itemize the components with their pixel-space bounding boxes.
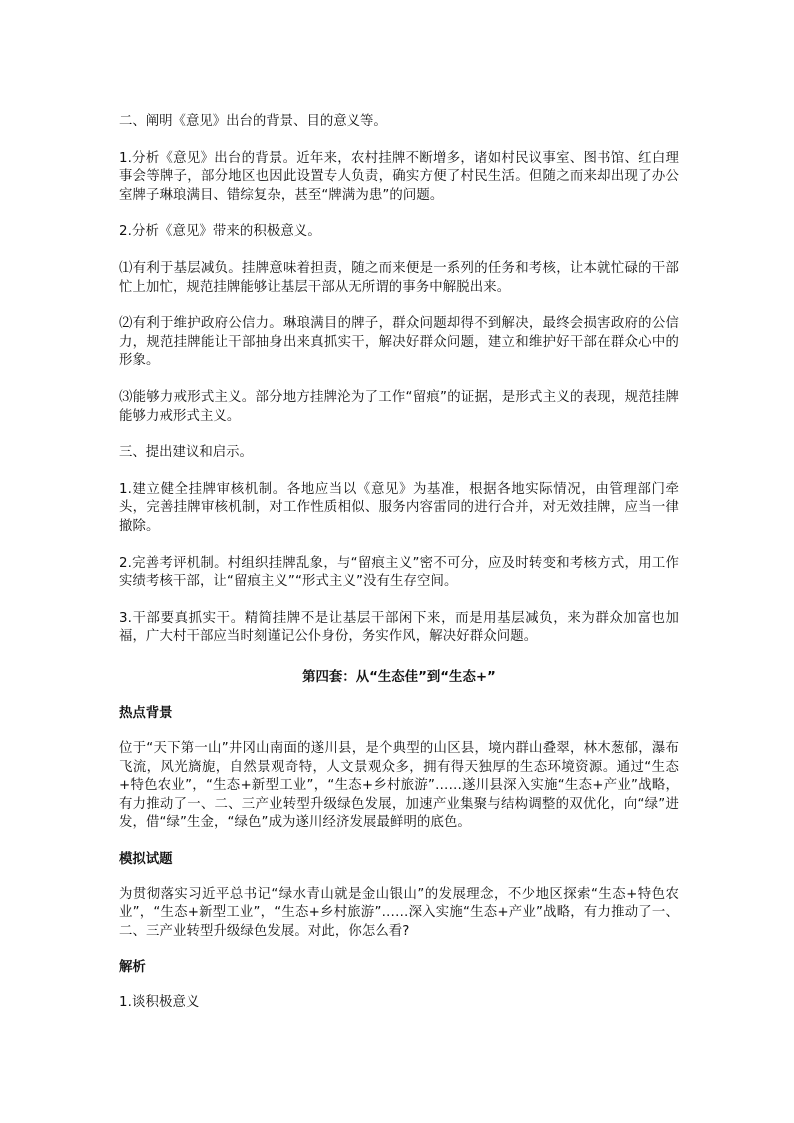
question-paragraph: 为贯彻落实习近平总书记“绿水青山就是金山银山”的发展理念，不少地区探索“生态+特色农业”，“生态+新型工业”，“生态+乡村旅游”……深入实施“生态+产业”战略，有力推动了一、二、三产业转型升级绿色发展。对此，你怎么看?	[119, 886, 679, 939]
paragraph: 2.完善考评机制。村组织挂牌乱象，与“留痕主义”密不可分，应及时转变和考核方式，用工作实绩考核干部，让“留痕主义”“形式主义”没有生存空间。	[119, 555, 679, 590]
background-paragraph: 位于“天下第一山”井冈山南面的遂川县，是个典型的山区县，境内群山叠翠，林木葱郁，瀑布飞流，风光旖旎，自然景观奇特，人文景观众多，拥有得天独厚的生态环境资源。通过“生态+特色农业”，“生态+新型工业”，“生态+乡村旅游”……遂川县深入实施“生态+产业”战略，有力推动了一、二、三产业转型升级绿色发展，加速产业集聚与结构调整的双优化，向“绿”进发，借“绿”生金，“绿色”成为遂川经济发展最鲜明的底色。	[119, 741, 679, 831]
question-heading: 模拟试题	[119, 852, 173, 868]
paragraph: ⑵有利于维护政府公信力。琳琅满目的牌子，群众问题却得不到解决，最终会损害政府的公信力，规范挂牌能让干部抽身出来真抓实干，解决好群众问题，建立和维护好干部在群众心中的形象。	[119, 316, 679, 369]
paragraph: 3.干部要真抓实干。精简挂牌不是让基层干部闲下来，而是用基层减负，来为群众加富也加福，广大村干部应当时刻谨记公仆身份，务实作风，解决好群众问题。	[119, 610, 679, 645]
background-heading: 热点背景	[119, 706, 173, 722]
document-body	[119, 113, 679, 1031]
set-title: 第四套：从“生态佳”到“生态+”	[302, 669, 496, 685]
analysis-paragraph: 1.谈积极意义	[119, 995, 200, 1010]
paragraph: 1.建立健全挂牌审核机制。各地应当以《意见》为基准，根据各地实际情况，由管理部门牵头，完善挂牌审核机制，对工作性质相似、服务内容雷同的进行合并，对无效挂牌，应当一律撤除。	[119, 481, 679, 534]
paragraph: ⑶能够力戒形式主义。部分地方挂牌沦为了工作“留痕”的证据，是形式主义的表现，规范挂牌能够力戒形式主义。	[119, 389, 679, 424]
analysis-heading: 解析	[119, 960, 146, 976]
paragraph: ⑴有利于基层减负。挂牌意味着担责，随之而来便是一系列的任务和考核，让本就忙碌的干部忙上加忙，规范挂牌能够让基层干部从无所谓的事务中解脱出来。	[119, 260, 679, 295]
section-heading-2: 二、阐明《意见》出台的背景、目的意义等。	[119, 114, 387, 129]
section-heading-3: 三、提出建议和启示。	[119, 445, 253, 461]
paragraph: 1.分析《意见》出台的背景。近年来，农村挂牌不断增多，诸如村民议事室、图书馆、红白理事会等牌子，部分地区也因此设置专人负责，确实方便了村民生活。但随之而来却出现了办公室牌子琳琅满目、错综复杂，甚至“牌满为患”的问题。	[119, 150, 679, 203]
paragraph: 2.分析《意见》带来的积极意义。	[119, 224, 321, 240]
